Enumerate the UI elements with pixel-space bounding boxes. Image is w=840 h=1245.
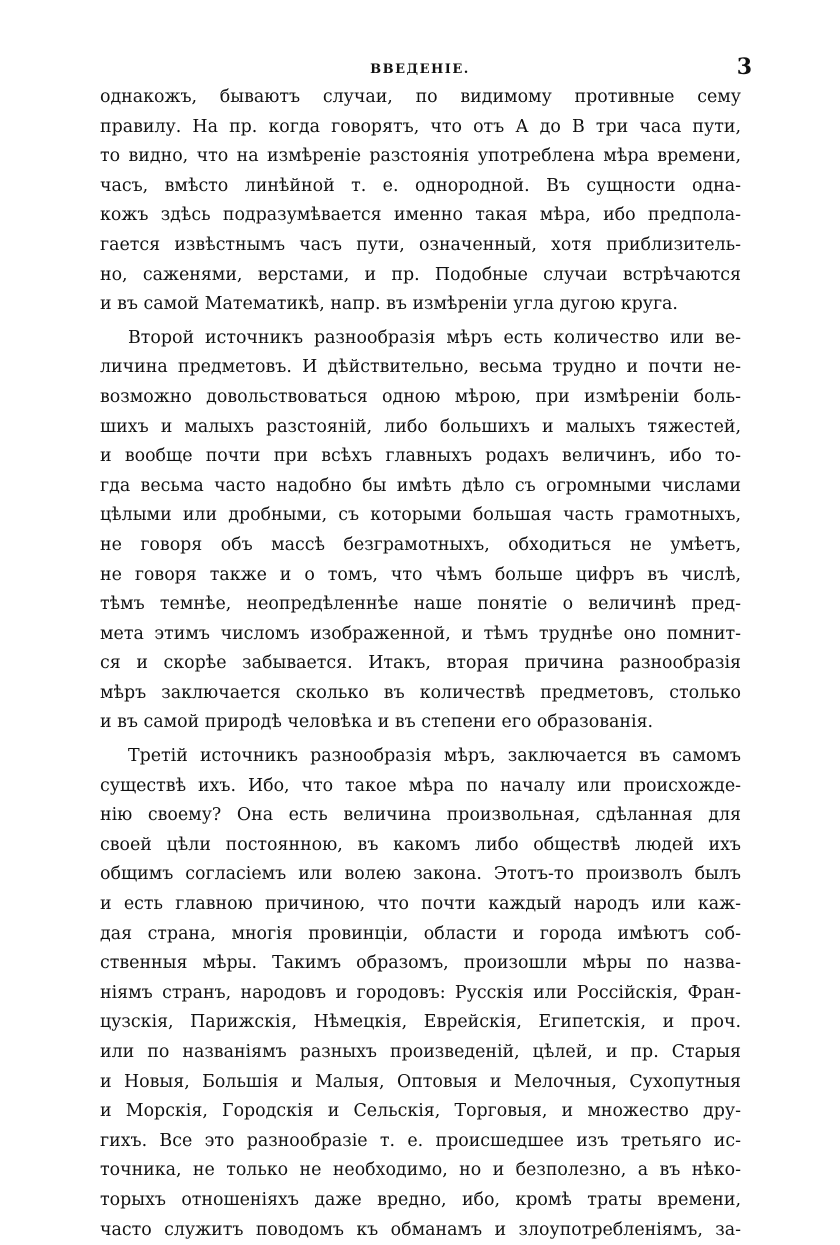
text-line: ніямъ странъ, народовъ и городовъ: Русскія или Россійскія, Фран- bbox=[100, 982, 741, 1003]
paragraph-first-line: Третій источникъ разнообразія мѣръ, заключается въ самомъ bbox=[128, 746, 741, 767]
text-line: и есть главною причиною, что почти каждый народъ или каж- bbox=[100, 894, 741, 915]
text-line: своей цѣли постоянною, въ какомъ либо обществѣ людей ихъ bbox=[100, 834, 741, 855]
text-line: и въ самой Математикѣ, напр. въ измѣреніи угла дугою круга. bbox=[100, 294, 678, 315]
text-line: то видно, что на измѣреніе разстоянія употреблена мѣра времени, bbox=[100, 146, 741, 167]
text-line: гается извѣстнымъ часъ пути, означенный, хотя приблизитель- bbox=[100, 234, 741, 255]
running-header: ВВЕДЕНІЕ. bbox=[370, 62, 470, 77]
text-line: дая страна, многія провинціи, области и города имѣютъ соб- bbox=[100, 923, 741, 944]
page-number: 3 bbox=[736, 54, 752, 80]
text-line: ственныя мѣры. Такимъ образомъ, произошли мѣры по назва- bbox=[100, 953, 741, 974]
text-line: мѣръ заключается сколько въ количествѣ предметовъ, столько bbox=[100, 682, 741, 703]
text-line: или по названіямъ разныхъ произведеній, цѣлей, и пр. Старыя bbox=[100, 1042, 741, 1062]
text-line: часъ, вмѣсто линѣйной т. е. однородной. Въ сущности одна- bbox=[100, 175, 741, 196]
text-line: личина предметовъ. И дѣйствительно, весьма трудно и почти не- bbox=[100, 357, 741, 378]
text-line: и Новыя, Большія и Малыя, Оптовыя и Мелочныя, Сухопутныя bbox=[100, 1071, 741, 1092]
text-line: существѣ ихъ. Ибо, что такое мѣра по началу или происхожде- bbox=[100, 775, 741, 796]
text-line: гихъ. Все это разнообразіе т. е. происшедшее изъ третьяго ис- bbox=[100, 1130, 741, 1151]
text-line: возможно довольствоваться одною мѣрою, при измѣреніи боль- bbox=[100, 386, 741, 407]
text-line: общимъ согласіемъ или волею закона. Этотъ-то произволъ былъ bbox=[100, 864, 741, 885]
text-line: гда весьма часто надобно бы имѣть дѣло съ огромными числами bbox=[100, 475, 741, 496]
text-line: часто служитъ поводомъ къ обманамъ и злоупотребленіямъ, за- bbox=[100, 1219, 741, 1240]
text-line: кожъ здѣсь подразумѣвается именно такая мѣра, ибо предпола- bbox=[100, 205, 741, 226]
text-line: однакожъ, бываютъ случаи, по видимому противные сему bbox=[100, 87, 741, 107]
text-line: не говоря объ массѣ безграмотныхъ, обходиться не умѣетъ, bbox=[100, 534, 741, 555]
text-line: и Морскія, Городскія и Сельскія, Торговыя, и множество дру- bbox=[100, 1101, 741, 1122]
body-text bbox=[100, 83, 741, 1245]
paragraph-first-line: Второй источникъ разнообразія мѣръ есть количество или ве- bbox=[128, 327, 741, 348]
text-line: и въ самой природѣ человѣка и въ степени его образованія. bbox=[100, 712, 654, 733]
text-line: нію своему? Она есть величина произвольная, сдѣланная для bbox=[100, 805, 741, 826]
text-line: но, саженями, верстами, и пр. Подобные случаи встрѣчаются bbox=[100, 264, 741, 285]
text-line: цѣлыми или дробными, съ которыми большая часть грамотныхъ, bbox=[100, 505, 741, 526]
text-line: точника, не только не необходимо, но и безполезно, а въ нѣко- bbox=[100, 1160, 741, 1181]
text-line: тѣмъ темнѣе, неопредѣленнѣе наше понятіе о величинѣ пред- bbox=[100, 594, 741, 615]
text-line: правилу. На пр. когда говорятъ, что отъ А до В три часа пути, bbox=[100, 116, 741, 137]
text-line: шихъ и малыхъ разстояній, либо большихъ и малыхъ тяжестей, bbox=[100, 416, 741, 437]
text-line: мета этимъ числомъ изображенной, и тѣмъ труднѣе оно помнит- bbox=[100, 623, 741, 644]
text-line: цузскія, Парижскія, Нѣмецкія, Еврейскія, Египетскія, и проч. bbox=[100, 1012, 741, 1033]
text-line: не говоря также и о томъ, что чѣмъ больше цифръ въ числѣ, bbox=[100, 564, 741, 585]
text-line: торыхъ отношеніяхъ даже вредно, ибо, кромѣ траты времени, bbox=[100, 1189, 741, 1210]
text-line: и вообще почти при всѣхъ главныхъ родахъ величинъ, ибо то- bbox=[100, 446, 741, 467]
text-line: ся и скорѣе забывается. Итакъ, вторая причина разнообразія bbox=[100, 653, 741, 674]
